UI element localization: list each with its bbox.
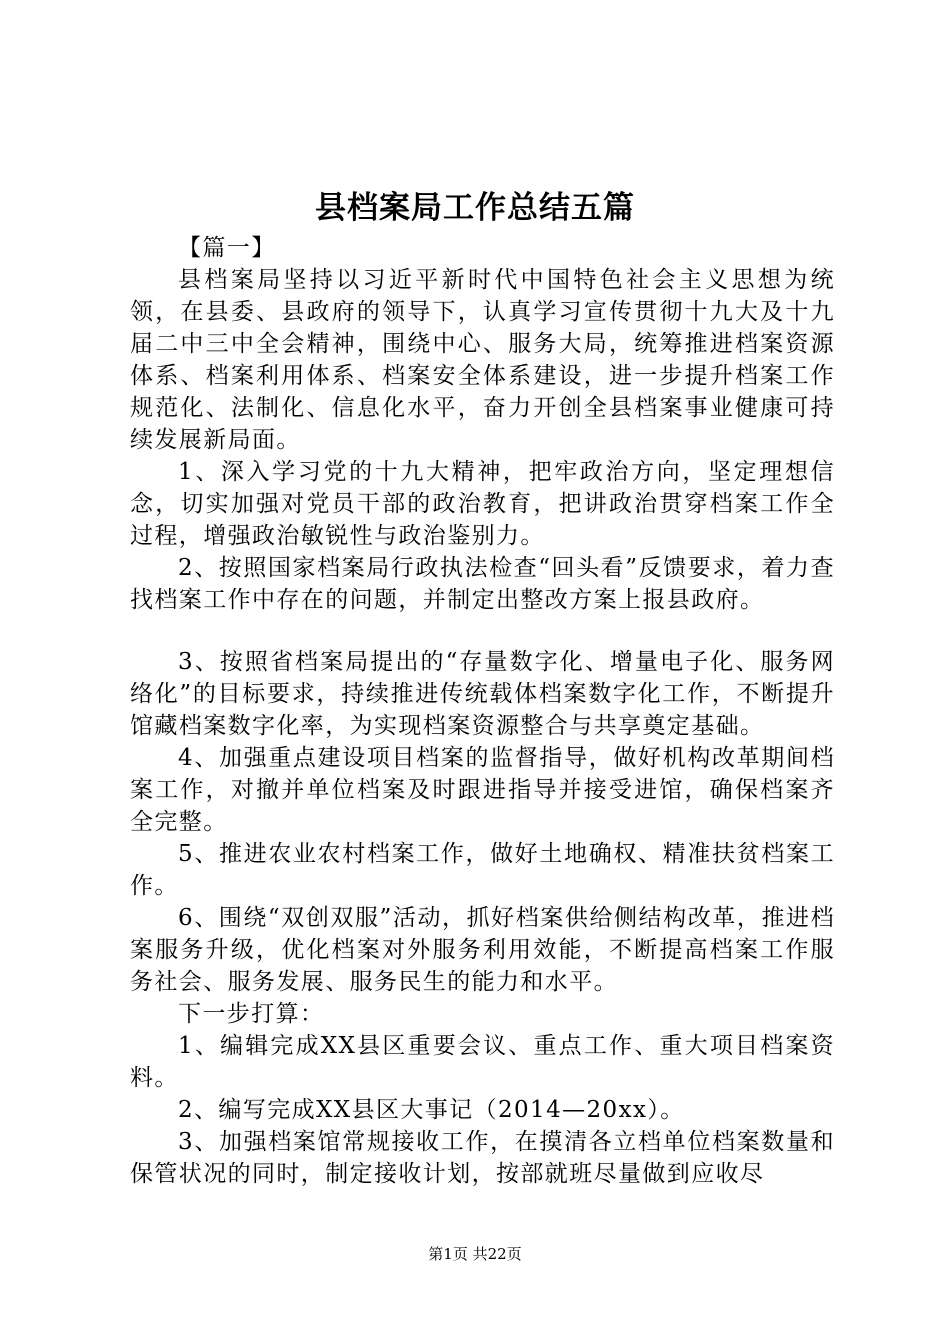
paragraph: 下一步打算： (178, 1001, 325, 1027)
paragraph: 4、加强重点建设项目档案的监督指导，做好机构改革期间档案工作，对撤并单位档案及时跟进指导并接受进馆，确保档案齐全完整。 (130, 745, 835, 835)
paragraph: 1、编辑完成XX县区重要会议、重点工作、重大项目档案资料。 (130, 1033, 835, 1091)
paragraph: 2、按照国家档案局行政执法检查“回头看”反馈要求，着力查找档案工作中存在的问题，并制定出整改方案上报县政府。 (130, 555, 835, 613)
document-title: 县档案局工作总结五篇 (315, 190, 635, 226)
paragraph: 县档案局坚持以习近平新时代中国特色社会主义思想为统领，在县委、县政府的领导下，认真学习宣传贯彻十九大及十九届二中三中全会精神，围绕中心、服务大局，统筹推进档案资源体系、档案利用体系、档案安全体系建设，进一步提升档案工作规范化、法制化、信息化水平，奋力开创全县档案事业健康可持续发展新局面。 (130, 267, 835, 453)
paragraph: 2、编写完成XX县区大事记（2014—20xx）。 (178, 1097, 685, 1123)
paragraph: 5、推进农业农村档案工作，做好土地确权、精准扶贫档案工作。 (130, 841, 835, 899)
paragraph: 3、加强档案馆常规接收工作，在摸清各立档单位档案数量和保管状况的同时，制定接收计划，按部就班尽量做到应收尽 (130, 1129, 835, 1187)
paragraph: 1、深入学习党的十九大精神，把牢政治方向，坚定理想信念，切实加强对党员干部的政治教育，把讲政治贯穿档案工作全过程，增强政治敏锐性与政治鉴别力。 (130, 459, 835, 549)
paragraph: 6、围绕“双创双服”活动，抓好档案供给侧结构改革，推进档案服务升级，优化档案对外服务利用效能，不断提高档案工作服务社会、服务发展、服务民生的能力和水平。 (130, 905, 835, 995)
document-body (130, 232, 835, 1190)
page-number-footer: 第1页 共22页 (428, 1245, 522, 1263)
section-heading: 【篇一】 (178, 235, 276, 261)
paragraph: 3、按照省档案局提出的“存量数字化、增量电子化、服务网络化”的目标要求，持续推进传统载体档案数字化工作，不断提升馆藏档案数字化率，为实现档案资源整合与共享奠定基础。 (130, 649, 835, 739)
